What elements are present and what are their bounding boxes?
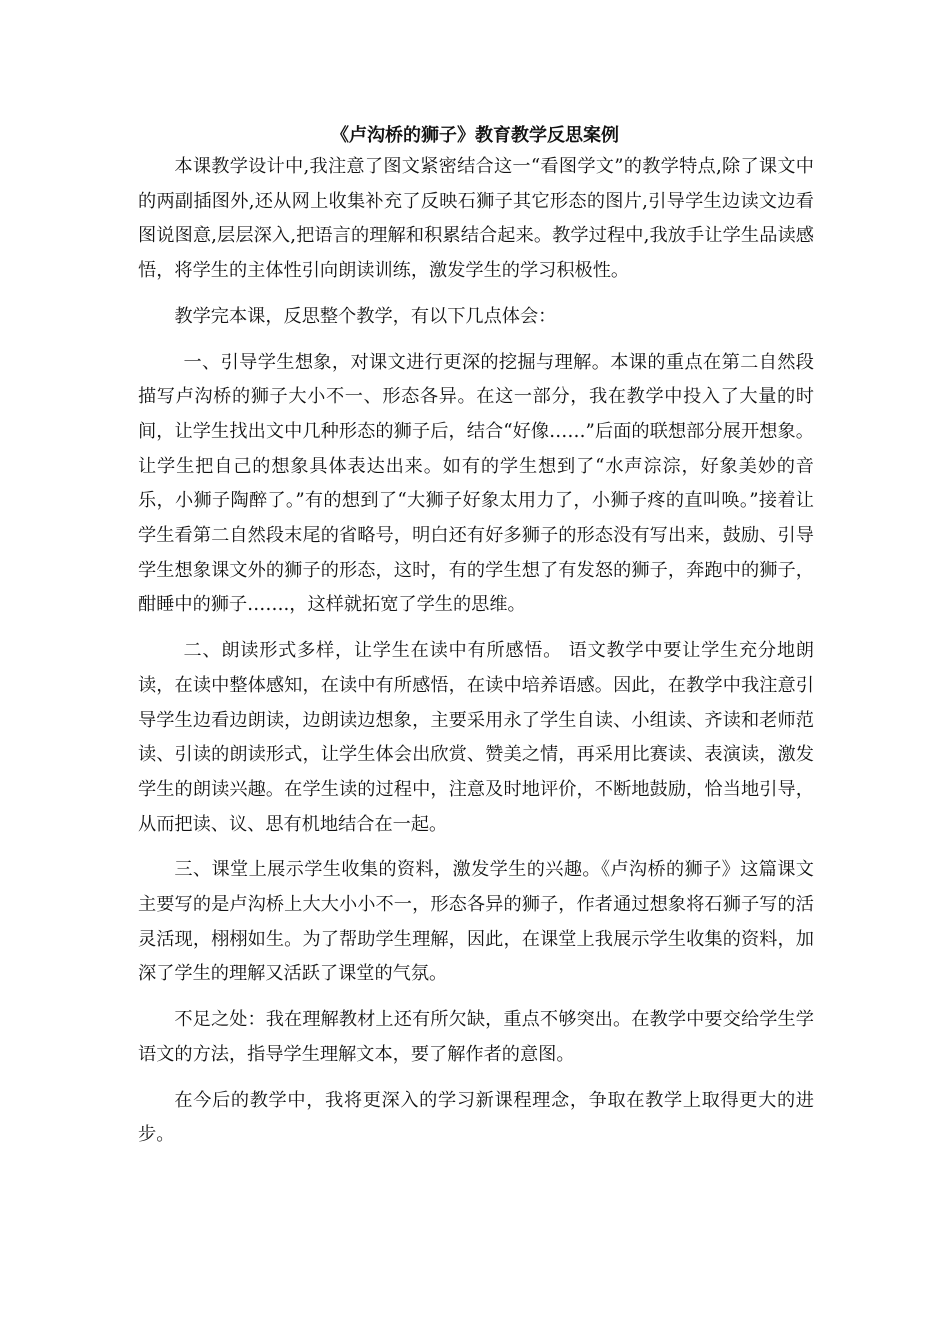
paragraph-point-three: 三、课堂上展示学生收集的资料，激发学生的兴趣。《卢沟桥的狮子》这篇课文主要写的是卢沟桥上大大小小不一，形态各异的狮子，作者通过想象将石狮子写的活灵活现，栩栩如生。为了帮助学生理解，因此，在课堂上我展示学生收集的资料，加深了学生的理解又活跃了课堂的气氛。 bbox=[138, 859, 814, 985]
paragraph-conclusion: 在今后的教学中，我将更深入的学习新课程理念，争取在教学上取得更大的进步。 bbox=[138, 1089, 814, 1146]
document-title: 《卢沟桥的狮子》教育教学反思案例 bbox=[331, 125, 619, 146]
paragraph-shortcomings: 不足之处：我在理解教材上还有所欠缺，重点不够突出。在教学中要交给学生学语文的方法，指导学生理解文本，要了解作者的意图。 bbox=[138, 1009, 814, 1065]
paragraph-point-one: 一、引导学生想象，对课文进行更深的挖掘与理解。本课的重点在第二自然段描写卢沟桥的狮子大小不一、形态各异。在这一部分，我在教学中投入了大量的时间，让学生找出文中几种形态的狮子后，结合“好像……”后面的联想部分展开想象。让学生把自己的想象具体表达出来。如有的学生想到了“水声淙淙，好象美妙的音乐，小狮子陶醉了。”有的想到了“大狮子好象太用力了，小狮子疼的直叫唤。”接着让学生看第二自然段末尾的省略号，明白还有好多狮子的形态没有写出来，鼓励、引导学生想象课文外的狮子的形态，这时，有的学生想了有发怒的狮子，奔跑中的狮子，酣睡中的狮子…….，这样就拓宽了学生的思维。 bbox=[138, 351, 814, 616]
paragraph-intro: 本课教学设计中,我注意了图文紧密结合这一“看图学文”的教学特点,除了课文中的两副插图外,还从网上收集补充了反映石狮子其它形态的图片,引导学生边读文边看图说图意,层层深入,把语言的理解和积累结合起来。教学过程中,我放手让学生品读感悟，将学生的主体性引向朗读训练，激发学生的学习积极性。 bbox=[138, 156, 814, 282]
document-body bbox=[138, 150, 814, 1153]
paragraph-point-two: 二、朗读形式多样，让学生在读中有所感悟。 语文教学中要让学生充分地朗读，在读中整体感知，在读中有所感悟，在读中培养语感。因此，在教学中我注意引导学生边看边朗读，边朗读边想象，主要采用永了学生自读、小组读、齐读和老师范读、引读的朗读形式，让学生体会出欣赏、赞美之情，再采用比赛读、表演读，激发学生的朗读兴趣。在学生读的过程中，注意及时地评价，不断地鼓励，恰当地引导，从而把读、议、思有机地结合在一起。 bbox=[138, 640, 814, 835]
paragraph-summary: 教学完本课，反思整个教学，有以下几点体会： bbox=[174, 305, 557, 327]
